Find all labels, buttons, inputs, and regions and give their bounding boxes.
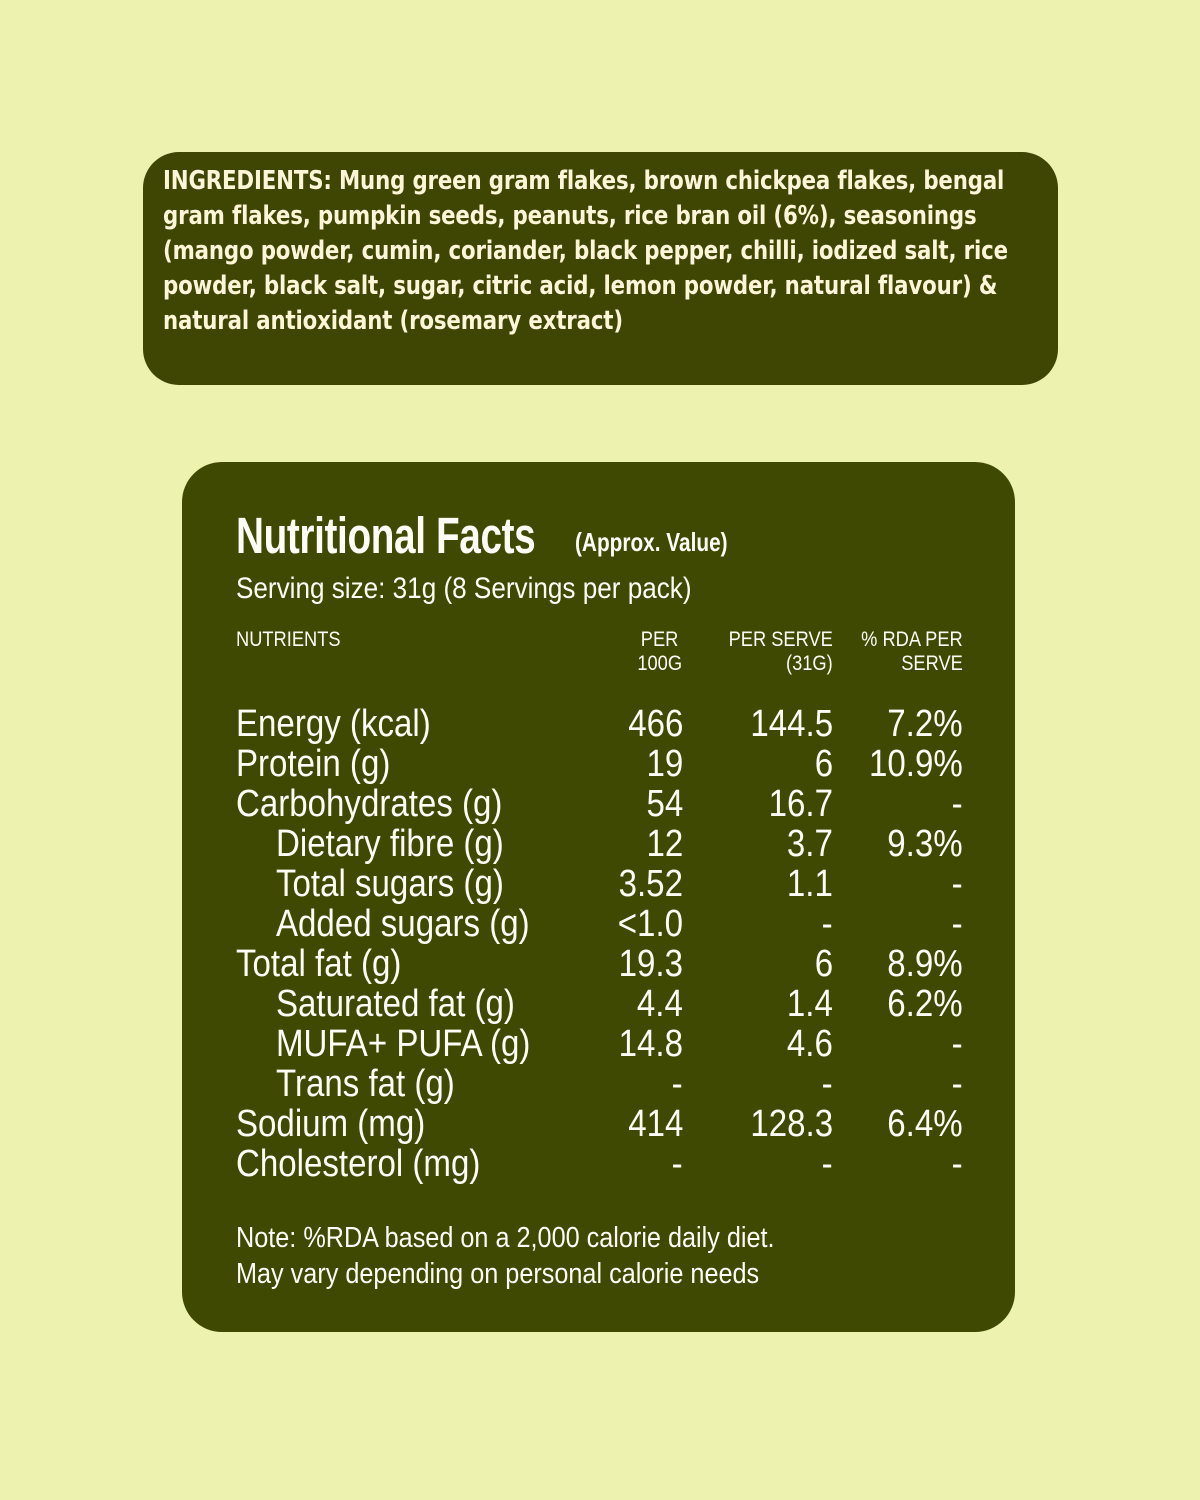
rda-value: 7.2% xyxy=(887,703,963,745)
per-serve-value: 6 xyxy=(814,743,833,785)
rda-value: 6.2% xyxy=(887,983,963,1025)
rda-value: 6.4% xyxy=(887,1103,963,1145)
per-serve-value: - xyxy=(821,1063,833,1105)
table-row-mufa-pufa xyxy=(236,1024,963,1064)
per-100g-value: 414 xyxy=(627,1103,683,1145)
nutrient-label: Cholesterol (mg) xyxy=(236,1143,481,1185)
rda-value: 9.3% xyxy=(887,823,963,865)
ingredients-text: INGREDIENTS: Mung green gram flakes, brown chickpea flakes, bengal gram flakes, pumpkin seeds, peanuts, rice bran oil (6%), seasonings (mango powder, cumin, coriander, black pepper, chilli, iodized salt, rice powder, black salt, sugar, citric acid, lemon powder, natural flavour) & natural antioxidant (rosemary extract) xyxy=(163,166,1008,336)
per-100g-value: 3.52 xyxy=(618,863,683,905)
nutrient-label: MUFA+ PUFA (g) xyxy=(276,1023,531,1065)
per-100g-value: 14.8 xyxy=(618,1023,683,1065)
per-100g-value: 19 xyxy=(646,743,683,785)
table-row-total-sugars xyxy=(236,864,963,904)
rda-value: - xyxy=(951,1063,963,1105)
per-serve-value: 1.4 xyxy=(787,983,833,1025)
nutrient-label: Total sugars (g) xyxy=(276,863,504,905)
table-column-headers xyxy=(236,628,963,676)
per-serve-value: - xyxy=(821,903,833,945)
table-row-total-fat xyxy=(236,944,963,984)
nutrient-label: Trans fat (g) xyxy=(276,1063,455,1105)
nutrient-label: Saturated fat (g) xyxy=(276,983,515,1025)
table-row-protein xyxy=(236,744,963,784)
per-serve-value: 6 xyxy=(814,943,833,985)
column-header-nutrients: NUTRIENTS xyxy=(236,628,341,651)
table-row-sodium xyxy=(236,1104,963,1144)
table-row-energy xyxy=(236,704,963,744)
table-row-cholesterol xyxy=(236,1144,963,1184)
ingredients-panel xyxy=(143,152,1058,385)
table-row-dietary-fibre xyxy=(236,824,963,864)
per-100g-value: - xyxy=(671,1143,683,1185)
per-100g-value: 19.3 xyxy=(618,943,683,985)
per-serve-value: 4.6 xyxy=(787,1023,833,1065)
per-100g-value: 4.4 xyxy=(637,983,683,1025)
table-row-carbohydrates xyxy=(236,784,963,824)
rda-note xyxy=(236,1220,963,1292)
per-serve-value: 128.3 xyxy=(750,1103,833,1145)
column-header-per-100g: PER 100G xyxy=(637,628,683,675)
per-serve-value: - xyxy=(821,1143,833,1185)
nutrient-label: Sodium (mg) xyxy=(236,1103,426,1145)
per-100g-value: 54 xyxy=(646,783,683,825)
rda-value: 8.9% xyxy=(887,943,963,985)
per-100g-value: <1.0 xyxy=(617,903,683,945)
per-100g-value: 12 xyxy=(646,823,683,865)
rda-value: - xyxy=(951,863,963,905)
nutrient-label: Carbohydrates (g) xyxy=(236,783,503,825)
per-100g-value: - xyxy=(671,1063,683,1105)
table-row-saturated-fat xyxy=(236,984,963,1024)
rda-note-line-1: Note: %RDA based on a 2,000 calorie daily diet. xyxy=(236,1222,775,1254)
nutrition-facts-header xyxy=(236,462,963,564)
table-row-added-sugars xyxy=(236,904,963,944)
per-100g-value: 466 xyxy=(627,703,683,745)
rda-value: - xyxy=(951,1023,963,1065)
nutrition-facts-title: Nutritional Facts xyxy=(236,507,536,564)
nutrients-table xyxy=(236,704,963,1184)
per-serve-value: 3.7 xyxy=(787,823,833,865)
rda-note-line-2: May vary depending on personal calorie needs xyxy=(236,1258,760,1290)
rda-value: - xyxy=(951,783,963,825)
rda-value: 10.9% xyxy=(869,743,963,785)
rda-value: - xyxy=(951,1143,963,1185)
table-row-trans-fat xyxy=(236,1064,963,1104)
nutrition-facts-content xyxy=(236,462,963,1292)
column-header-per-serve: PER SERVE (31G) xyxy=(728,628,833,675)
column-header-rda-per-serve: % RDA PER SERVE xyxy=(861,628,963,675)
per-serve-value: 144.5 xyxy=(750,703,833,745)
nutrient-label: Added sugars (g) xyxy=(276,903,530,945)
nutrient-label: Total fat (g) xyxy=(236,943,402,985)
nutrient-label: Protein (g) xyxy=(236,743,391,785)
rda-value: - xyxy=(951,903,963,945)
nutrient-label: Energy (kcal) xyxy=(236,703,431,745)
per-serve-value: 1.1 xyxy=(787,863,833,905)
serving-size-line: Serving size: 31g (8 Servings per pack) xyxy=(236,572,692,605)
approx-value-label: (Approx. Value) xyxy=(575,527,728,557)
nutrition-facts-panel xyxy=(182,462,1015,1332)
nutrient-label: Dietary fibre (g) xyxy=(276,823,504,865)
per-serve-value: 16.7 xyxy=(768,783,833,825)
